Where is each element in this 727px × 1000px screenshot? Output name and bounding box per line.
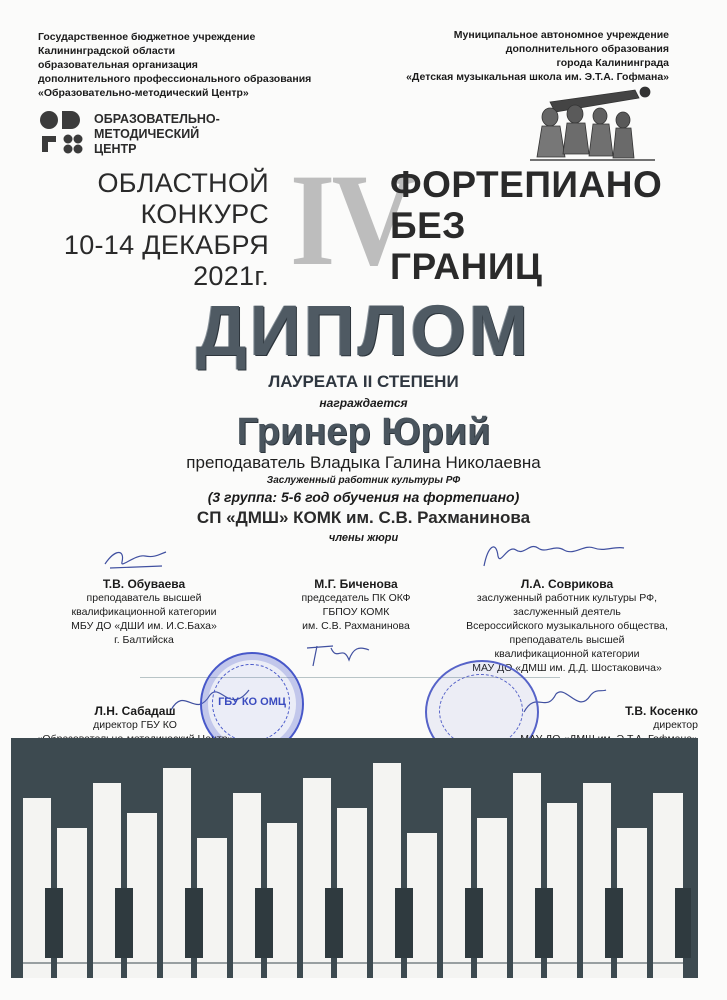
- organizer-left-line: образовательная организация: [38, 59, 198, 71]
- competition-line: ОБЛАСТНОЙ: [97, 168, 269, 198]
- competition-name: [390, 164, 662, 287]
- diploma-title: ДИПЛОМ: [196, 292, 531, 371]
- director-line: директор: [653, 719, 698, 731]
- jury-line: ГБПОУ КОМК: [322, 606, 390, 618]
- jury-line: г. Балтийска: [114, 634, 174, 646]
- jury-label: члены жюри: [328, 532, 399, 544]
- signature-bichenova: [303, 640, 373, 670]
- organizer-right-line: «Детская музыкальная школа им. Э.Т.А. Гофмана»: [406, 71, 669, 83]
- organizer-right-line: Муниципальное автономное учреждение: [453, 29, 669, 41]
- director-name: Л.Н. Сабадаш: [94, 704, 176, 718]
- jury-member-1: [54, 577, 234, 647]
- organizer-left-line: Калининградской области: [38, 45, 176, 57]
- edition-numeral: IV: [290, 146, 413, 293]
- jury-line: заслуженный работник культуры РФ,: [476, 592, 658, 604]
- awarded-label: награждается: [319, 396, 408, 410]
- competition-name-line: ГРАНИЦ: [390, 246, 543, 287]
- omc-logo-text: [94, 112, 220, 157]
- logo-line: МЕТОДИЧЕСКИЙ: [94, 127, 200, 141]
- competition-name-line: ФОРТЕПИАНО: [390, 164, 663, 205]
- jury-line: председатель ПК ОКФ: [301, 592, 411, 604]
- jury-member-2: [276, 577, 436, 633]
- jury-line: заслуженный деятель: [513, 606, 621, 618]
- organizer-left-line: «Образовательно-методический Центр»: [38, 87, 249, 99]
- organizer-left-line: дополнительного профессионального образования: [38, 73, 312, 85]
- logo-line: ОБРАЗОВАТЕЛЬНО-: [94, 112, 220, 126]
- jury-name: М.Г. Биченова: [314, 577, 398, 591]
- recipient-name: Гринер Юрий: [236, 411, 491, 453]
- music-school-engraving: [515, 82, 665, 172]
- jury-line: МБУ ДО «ДШИ им. И.С.Баха»: [71, 620, 217, 632]
- competition-line: 10-14 ДЕКАБРЯ: [63, 230, 269, 260]
- jury-line: квалификационной категории: [494, 648, 640, 660]
- competition-line: КОНКУРС: [140, 199, 269, 229]
- stamp-center-text: ГБУ КО ОМЦ: [218, 696, 286, 708]
- jury-line: преподаватель высшей: [86, 592, 202, 604]
- signature-obuvaeva: [100, 544, 170, 574]
- jury-line: МАУ ДО «ДМШ им. Д.Д. Шостаковича»: [472, 662, 662, 674]
- organizer-right: [406, 28, 669, 84]
- competition-line: 2021г.: [193, 261, 269, 291]
- signature-sovrikova: [478, 536, 628, 572]
- jury-name: Л.А. Соврикова: [520, 577, 614, 591]
- teacher-name: преподаватель Владыка Галина Николаевна: [186, 453, 541, 472]
- school-name: СП «ДМШ» КОМК им. С.В. Рахманинова: [196, 508, 531, 527]
- jury-name: Т.В. Обуваева: [102, 577, 186, 591]
- organizer-left-line: Государственное бюджетное учреждение: [38, 31, 256, 43]
- competition-info: [64, 168, 269, 292]
- organizer-right-line: города Калининграда: [556, 57, 669, 69]
- organizer-left: [38, 30, 311, 100]
- diploma-degree: ЛАУРЕАТА II СТЕПЕНИ: [268, 372, 459, 391]
- logo-line: ЦЕНТР: [94, 142, 137, 156]
- jury-line: преподаватель высшей: [509, 634, 625, 646]
- piano-skyline-graphic: [11, 738, 698, 978]
- jury-line: им. С.В. Рахманинова: [302, 620, 410, 632]
- director-name: Т.В. Косенко: [625, 704, 698, 718]
- director-line: директор ГБУ КО: [93, 719, 177, 731]
- jury-line: квалификационной категории: [71, 606, 217, 618]
- organizer-right-line: дополнительного образования: [505, 43, 669, 55]
- teacher-title: Заслуженный работник культуры РФ: [266, 475, 461, 486]
- group-info: (3 группа: 5-6 год обучения на фортепиано): [207, 489, 520, 505]
- competition-name-line: БЕЗ: [390, 205, 466, 246]
- omc-logo-icon: [38, 108, 86, 156]
- jury-line: Всероссийского музыкального общества,: [466, 620, 668, 632]
